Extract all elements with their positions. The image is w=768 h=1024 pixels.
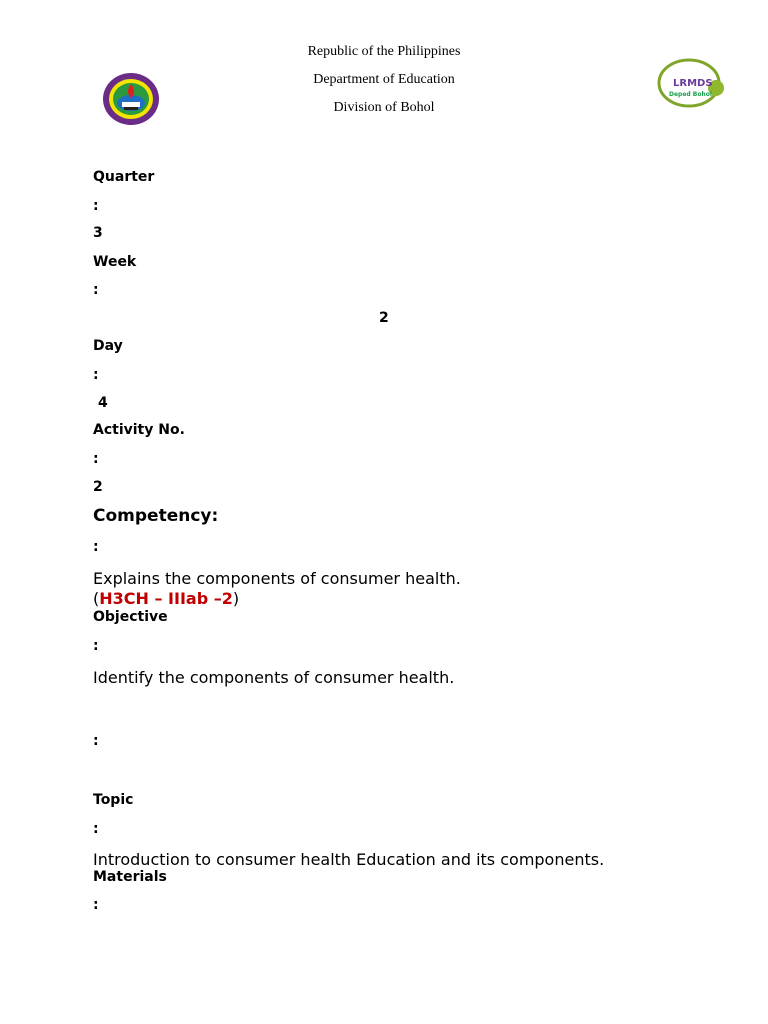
objective-label: Objective xyxy=(93,609,168,625)
materials-colon: : xyxy=(93,897,99,913)
header-republic: Republic of the Philippines xyxy=(307,44,461,59)
day-colon: : xyxy=(93,367,99,383)
competency-label: Competency: xyxy=(93,506,219,526)
topic-label: Topic xyxy=(93,792,134,808)
objective-colon-2: : xyxy=(93,733,99,749)
topic-colon: : xyxy=(93,821,99,837)
lrmds-logo-text: LRMDS xyxy=(673,78,713,89)
day-value: 4 xyxy=(98,395,108,411)
competency-text: Explains the components of consumer health. xyxy=(93,569,461,588)
objective-text: Identify the components of consumer health. xyxy=(93,668,455,687)
quarter-label: Quarter xyxy=(93,169,155,185)
code-close-paren: ) xyxy=(232,589,240,608)
objective-colon: : xyxy=(93,638,99,654)
activity-value: 2 xyxy=(93,479,103,495)
week-label: Week xyxy=(93,254,137,270)
competency-code: H3CH – IIIab –2 xyxy=(99,589,233,608)
topic-text: Introduction to consumer health Education and its components. xyxy=(93,850,605,869)
activity-label: Activity No. xyxy=(93,422,185,438)
header-division: Division of Bohol xyxy=(333,100,435,115)
activity-colon: : xyxy=(93,451,99,467)
competency-colon: : xyxy=(93,539,99,555)
deped-seal-icon xyxy=(102,72,160,126)
competency-code-line xyxy=(93,589,239,608)
quarter-colon: : xyxy=(93,198,99,214)
materials-label: Materials xyxy=(93,869,167,885)
lrmds-logo-subtext: Deped Bohol xyxy=(669,91,712,98)
day-label: Day xyxy=(93,338,123,354)
header-department: Department of Education xyxy=(313,72,455,87)
code-open-paren: ( xyxy=(93,589,100,608)
week-colon: : xyxy=(93,282,99,298)
quarter-value: 3 xyxy=(93,225,103,241)
week-value: 2 xyxy=(379,310,389,326)
lrmds-logo-icon xyxy=(656,56,726,110)
